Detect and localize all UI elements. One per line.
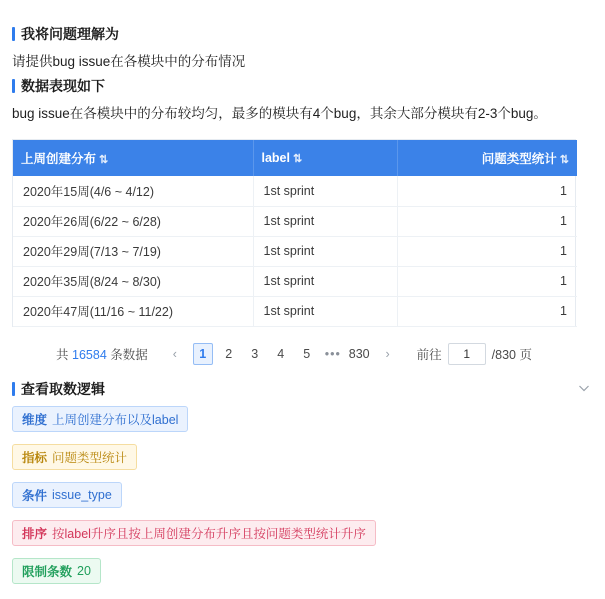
logic-tag-metric: [12, 444, 137, 470]
logic-tag-value: 20: [77, 564, 91, 578]
data-title-text: 数据表现如下: [21, 78, 105, 94]
table-header-row: [13, 140, 577, 176]
page-button-last[interactable]: 830: [348, 347, 370, 361]
logic-tag-value: 按label升序且按上周创建分布升序且按问题类型统计升序: [52, 527, 366, 541]
table-row: [13, 176, 577, 206]
page-prev-button[interactable]: ‹: [172, 347, 177, 361]
cell-count: 1: [397, 266, 577, 296]
cell-period: 2020年47周(11/16 ~ 11/22): [13, 296, 253, 326]
understanding-title-text: 我将问题理解为: [21, 26, 119, 42]
logic-tag-condition: [12, 482, 122, 508]
section-marker-icon: [12, 79, 15, 93]
result-table: [12, 139, 576, 327]
total-count-label: 共 16584 条数据: [56, 348, 148, 362]
pagination: [12, 340, 576, 368]
logic-tag-value: issue_type: [52, 488, 112, 502]
data-summary-text: bug issue在各模块中的分布较均匀，最多的模块有4个bug，其余大部分模块有2-3个bug。: [12, 106, 547, 121]
cell-count: 1: [397, 176, 577, 206]
jump-page-input[interactable]: [448, 343, 486, 365]
logic-tag-key: 指标: [22, 451, 48, 465]
logic-tag-key: 排序: [22, 527, 48, 541]
page-next-button[interactable]: ›: [385, 347, 390, 361]
cell-period: 2020年29周(7/13 ~ 7/19): [13, 236, 253, 266]
cell-period: 2020年15周(4/6 ~ 4/12): [13, 176, 253, 206]
sort-icon[interactable]: ⇅: [293, 153, 303, 165]
table-row: [13, 206, 577, 236]
logic-tag-key: 维度: [22, 413, 48, 427]
logic-tag-key: 条件: [22, 489, 48, 503]
logic-tag-dimension: [12, 406, 188, 432]
jump-label: 前往: [416, 348, 442, 362]
page-ellipsis[interactable]: •••: [324, 347, 341, 361]
column-header-label[interactable]: label ⇅: [253, 140, 397, 176]
logic-tag-value: 问题类型统计: [52, 451, 128, 465]
page-button-4[interactable]: 4: [277, 347, 285, 361]
cell-label: 1st sprint: [253, 236, 397, 266]
cell-count: 1: [397, 206, 577, 236]
cell-label: 1st sprint: [253, 296, 397, 326]
cell-period: 2020年26周(6/22 ~ 6/28): [13, 206, 253, 236]
page-button-3[interactable]: 3: [251, 347, 259, 361]
logic-tag-key: 限制条数: [22, 565, 73, 579]
logic-tag-limit: [12, 558, 101, 584]
sort-icon[interactable]: ⇅: [559, 154, 569, 166]
section-understanding-title: [12, 24, 119, 44]
page-button-2[interactable]: 2: [225, 347, 233, 361]
page-button-1[interactable]: 1: [193, 343, 213, 365]
logic-title-text: 查看取数逻辑: [21, 381, 105, 397]
column-header-count[interactable]: 问题类型统计 ⇅: [397, 140, 577, 176]
sort-icon[interactable]: ⇅: [99, 154, 109, 166]
cell-label: 1st sprint: [253, 176, 397, 206]
cell-label: 1st sprint: [253, 206, 397, 236]
section-data-title: [12, 76, 105, 96]
column-header-period[interactable]: 上周创建分布 ⇅: [13, 140, 253, 176]
logic-tag-sort: [12, 520, 376, 546]
table-row: [13, 236, 577, 266]
logic-tag-value: 上周创建分布以及label: [52, 413, 179, 427]
table-row: [13, 296, 577, 326]
table-row: [13, 266, 577, 296]
cell-label: 1st sprint: [253, 266, 397, 296]
section-logic-title[interactable]: [12, 379, 105, 399]
cell-count: 1: [397, 236, 577, 266]
jump-suffix: /830 页: [491, 348, 532, 362]
section-marker-icon: [12, 382, 15, 396]
understanding-text: 请提供bug issue在各模块中的分布情况: [12, 54, 246, 69]
page-button-5[interactable]: 5: [303, 347, 311, 361]
cell-period: 2020年35周(8/24 ~ 8/30): [13, 266, 253, 296]
section-marker-icon: [12, 27, 15, 41]
chevron-down-icon[interactable]: [577, 381, 591, 395]
cell-count: 1: [397, 296, 577, 326]
